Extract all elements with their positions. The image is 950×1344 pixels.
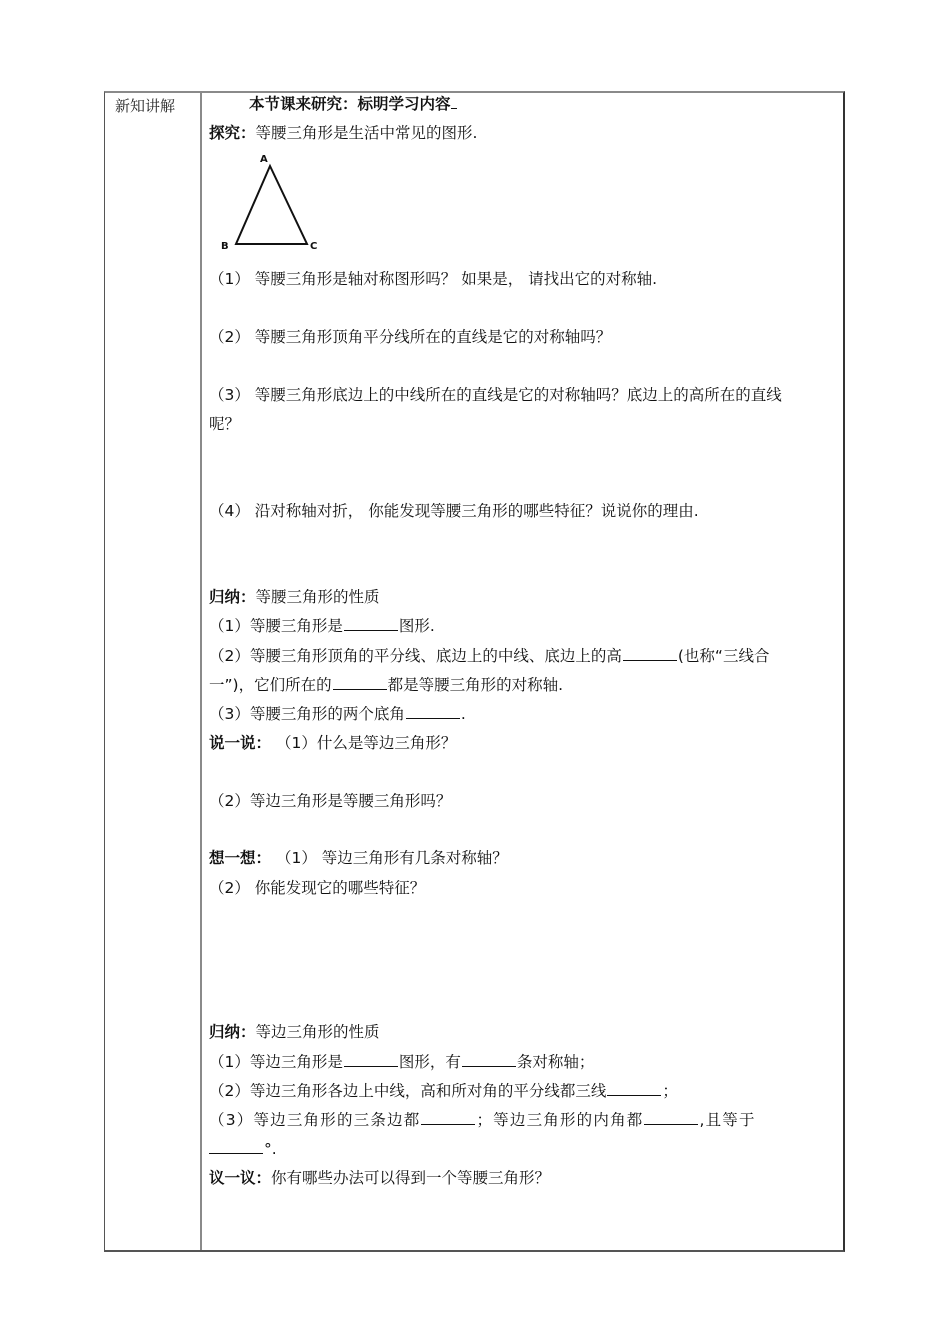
summary-isosceles-item-2: （2）等腰三角形顶角的平分线、底边上的中线、底边上的高 (也称“三线合 bbox=[209, 647, 770, 665]
vertex-b-label: B bbox=[221, 241, 229, 251]
column-divider bbox=[200, 93, 202, 1250]
think-question-1: 想一想： （1） 等边三角形有几条对称轴？ bbox=[209, 849, 508, 867]
vertex-a-label: A bbox=[260, 154, 268, 165]
summary-isosceles-item-1: （1）等腰三角形是 图形. bbox=[209, 617, 435, 635]
fill-blank[interactable] bbox=[344, 1052, 398, 1067]
discuss-question: 议一议：你有哪些办法可以得到一个等腰三角形？ bbox=[209, 1169, 551, 1187]
summary-isosceles-item-2-cont: 一”)，它们所在的 都是等腰三角形的对称轴. bbox=[209, 676, 564, 694]
explore-question-4: （4） 沿对称轴对折， 你能发现等腰三角形的哪些特征？说说你的理由. bbox=[209, 502, 699, 520]
explore-question-1: （1） 等腰三角形是轴对称图形吗？ 如果是， 请找出它的对称轴. bbox=[209, 270, 658, 288]
summary-isosceles-item-3: （3）等腰三角形的两个底角 . bbox=[209, 705, 466, 723]
summary-equilateral-item-3-cont: °. bbox=[209, 1139, 277, 1159]
summary-equilateral-item-3: （3）等边三角形的三条边都 ；等边三角形的内角都 ,且等于 bbox=[209, 1111, 756, 1129]
fill-blank[interactable] bbox=[209, 1139, 263, 1154]
isosceles-triangle-figure bbox=[213, 151, 323, 251]
summary-isosceles-title: 归纳：等腰三角形的性质 bbox=[209, 588, 380, 606]
fill-blank[interactable] bbox=[421, 1110, 475, 1125]
say-question-2: （2）等边三角形是等腰三角形吗？ bbox=[209, 792, 452, 810]
say-question-1: 说一说： （1）什么是等边三角形？ bbox=[209, 734, 457, 752]
section-title: 本节课来研究：标明学习内容 bbox=[249, 94, 457, 114]
fill-blank[interactable] bbox=[623, 646, 677, 661]
summary-equilateral-item-2: （2）等边三角形各边上中线，高和所对角的平分线都三线 ； bbox=[209, 1082, 678, 1100]
summary-equilateral-item-1: （1）等边三角形是 图形，有 条对称轴； bbox=[209, 1053, 595, 1071]
explore-intro: 探究：等腰三角形是生活中常见的图形. bbox=[209, 124, 478, 142]
content-cell bbox=[209, 93, 837, 1250]
explore-question-3-cont: 呢？ bbox=[209, 415, 241, 433]
explore-question-2: （2） 等腰三角形顶角平分线所在的直线是它的对称轴吗？ bbox=[209, 328, 612, 346]
vertex-c-label: C bbox=[310, 241, 318, 251]
fill-blank[interactable] bbox=[406, 704, 460, 719]
fill-blank[interactable] bbox=[344, 616, 398, 631]
explore-question-3: （3） 等腰三角形底边上的中线所在的直线是它的对称轴吗？底边上的高所在的直线 bbox=[209, 386, 782, 404]
fill-blank[interactable] bbox=[607, 1081, 661, 1096]
fill-blank[interactable] bbox=[462, 1052, 516, 1067]
think-question-2: （2） 你能发现它的哪些特征？ bbox=[209, 879, 426, 897]
row-label: 新知讲解 bbox=[115, 97, 176, 115]
fill-blank[interactable] bbox=[644, 1110, 698, 1125]
lesson-table bbox=[104, 91, 845, 1252]
summary-equilateral-title: 归纳：等边三角形的性质 bbox=[209, 1023, 380, 1041]
fill-blank[interactable] bbox=[333, 675, 387, 690]
